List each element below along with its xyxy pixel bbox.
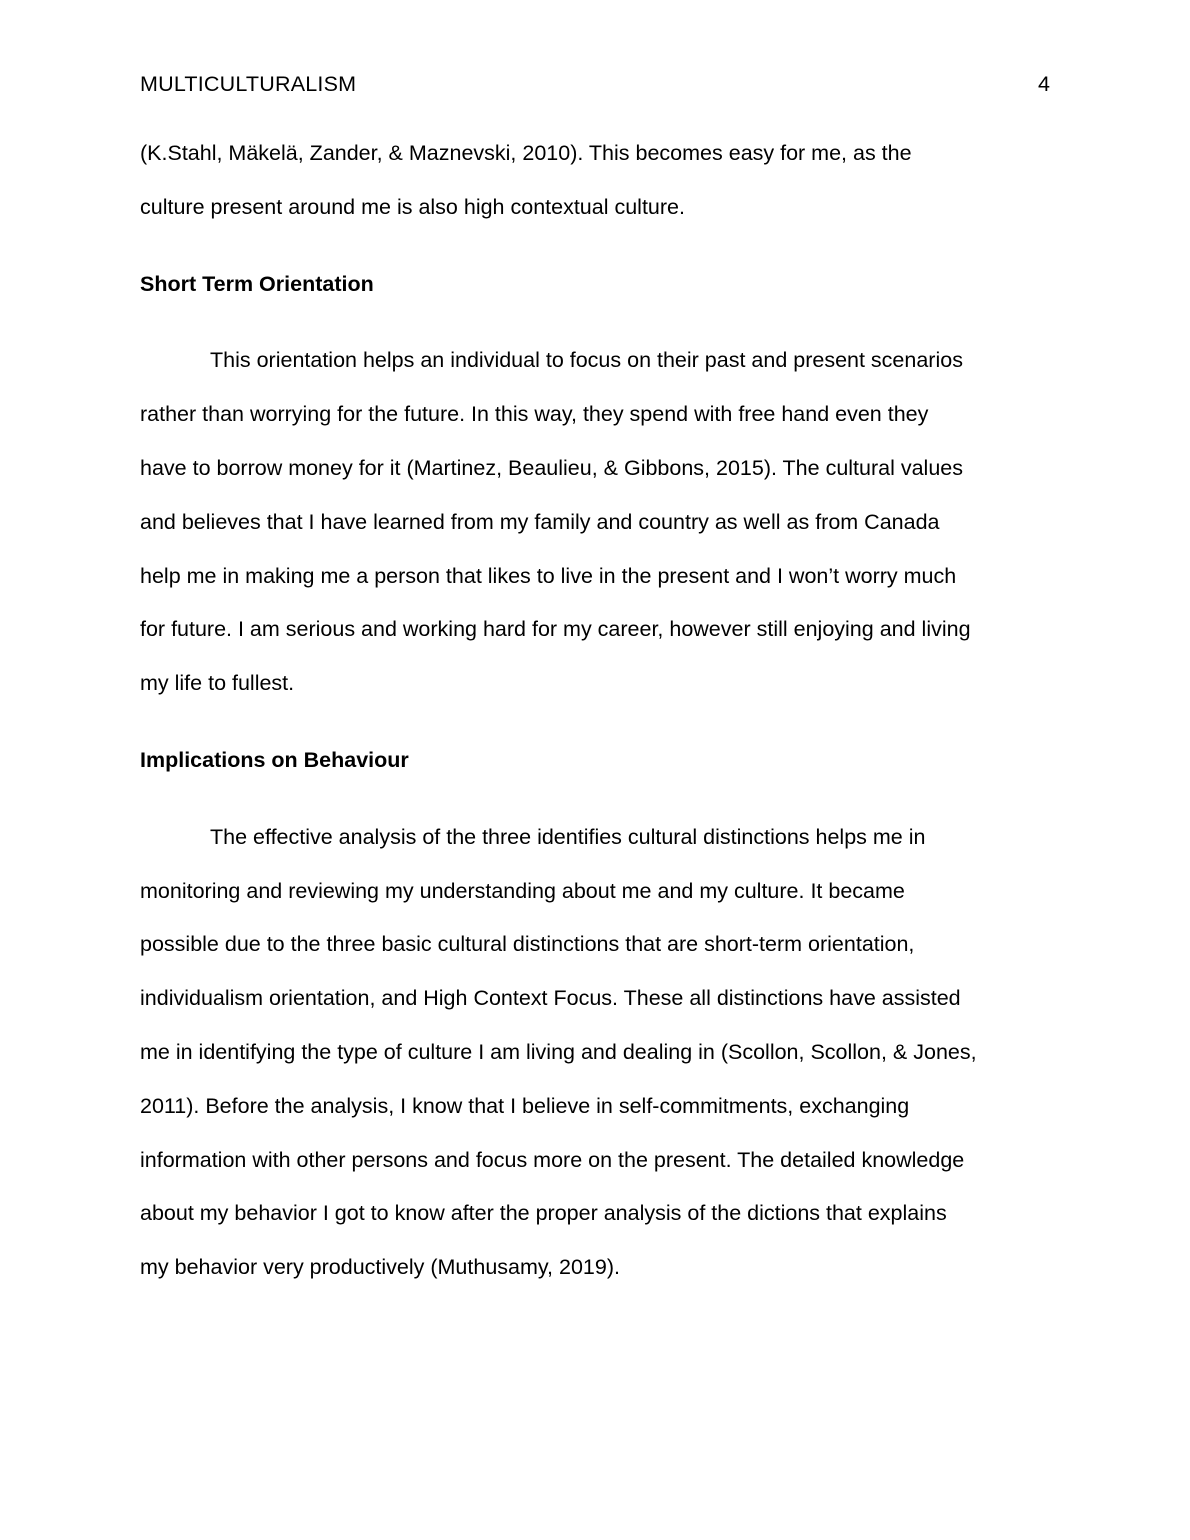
text-line: for future. I am serious and working hard for my career, however still enjoying and living xyxy=(140,617,971,642)
text-line: individualism orientation, and High Context Focus. These all distinctions have assisted xyxy=(140,986,961,1011)
document-body xyxy=(140,127,1052,1295)
text-line: The effective analysis of the three identifies cultural distinctions helps me in xyxy=(210,824,926,849)
paragraph-short-term-orientation xyxy=(140,334,1052,711)
text-line: 2011). Before the analysis, I know that I believe in self-commitments, exchanging xyxy=(140,1093,910,1118)
text-line: have to borrow money for it (Martinez, Beaulieu, & Gibbons, 2015). The cultural values xyxy=(140,455,963,480)
text-line: information with other persons and focus more on the present. The detailed knowledge xyxy=(140,1147,965,1172)
text-line: and believes that I have learned from my family and country as well as from Canada xyxy=(140,509,940,534)
section-heading-implications-on-behaviour: Implications on Behaviour xyxy=(140,747,409,772)
text-line: monitoring and reviewing my understanding about me and my culture. It became xyxy=(140,878,905,903)
text-line: (K.Stahl, Mäkelä, Zander, & Maznevski, 2010). This becomes easy for me, as the xyxy=(140,141,912,165)
text-line: about my behavior I got to know after the proper analysis of the dictions that explains xyxy=(140,1201,947,1226)
text-line: my life to fullest. xyxy=(140,671,295,696)
paragraph-implications-on-behaviour xyxy=(140,811,1052,1295)
page-number: 4 xyxy=(1038,72,1050,96)
text-line: rather than worrying for the future. In this way, they spend with free hand even they xyxy=(140,402,929,427)
section-heading-short-term-orientation: Short Term Orientation xyxy=(140,271,374,296)
text-line: help me in making me a person that likes to live in the present and I won’t worry much xyxy=(140,563,957,588)
text-line: possible due to the three basic cultural distinctions that are short-term orientation, xyxy=(140,932,915,957)
continued-paragraph xyxy=(140,127,1052,235)
running-head: MULTICULTURALISM xyxy=(140,72,357,96)
text-line: me in identifying the type of culture I am living and dealing in (Scollon, Scollon, & Jones, xyxy=(140,1039,977,1064)
text-line: my behavior very productively (Muthusamy, 2019). xyxy=(140,1255,620,1280)
text-line: culture present around me is also high contextual culture. xyxy=(140,194,685,219)
text-line: This orientation helps an individual to focus on their past and present scenarios xyxy=(210,348,963,373)
